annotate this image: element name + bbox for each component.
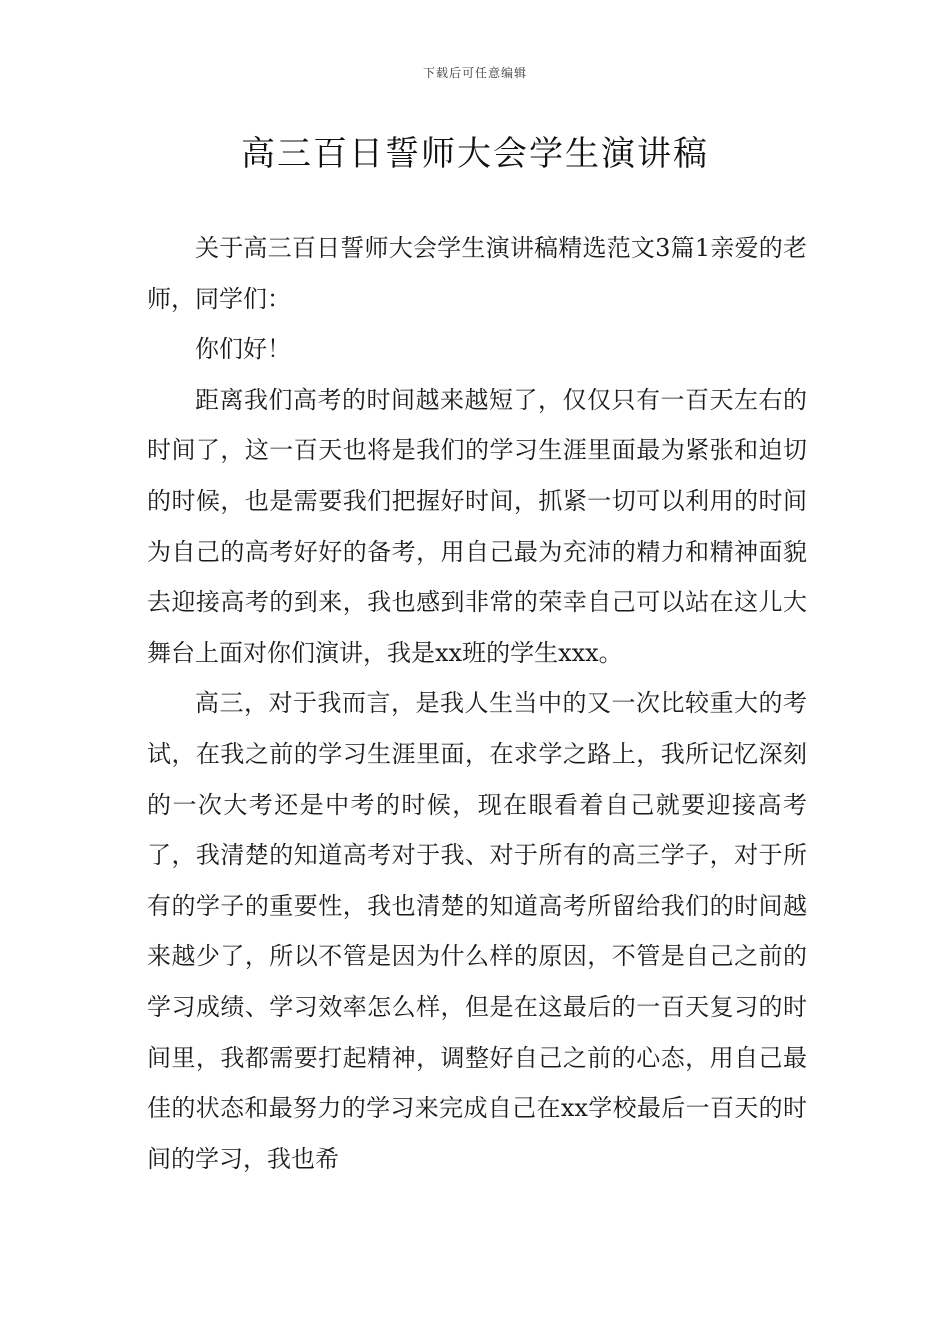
- paragraph: 你们好！: [195, 335, 291, 364]
- paragraph: 距离我们高考的时间越来越短了，仅仅只有一百天左右的时间了，这一百天也将是我们的学习生涯里面最为紧张和迫切的时候，也是需要我们把握好时间，抓紧一切可以利用的时间为自己的高考好好的备考，用自己最为充沛的精力和精神面貌去迎接高考的到来，我也感到非常的荣幸自己可以站在这儿大舞台上面对你们演讲，我是xx班的学生xxx。: [147, 385, 807, 667]
- paragraph: 高三，对于我而言，是我人生当中的又一次比较重大的考试，在我之前的学习生涯里面，在求学之路上，我所记忆深刻的一次大考还是中考的时候，现在眼看着自己就要迎接高考了，我清楚的知道高考对于我、对于所有的高三学子，对于所有的学子的重要性，我也清楚的知道高考所留给我们的时间越来越少了，所以不管是因为什么样的原因，不管是自己之前的学习成绩、学习效率怎么样，但是在这最后的一百天复习的时间里，我都需要打起精神，调整好自己之前的心态，用自己最佳的状态和最努力的学习来完成自己在xx学校最后一百天的时间的学习，我也希: [147, 689, 807, 1173]
- paragraph: 关于高三百日誓师大会学生演讲稿精选范文3篇1亲爱的老师，同学们：: [147, 234, 807, 313]
- header-note: 下载后可任意编辑: [422, 66, 527, 80]
- document-title: 高三百日誓师大会学生演讲稿: [241, 134, 709, 174]
- document-body: [147, 223, 807, 1184]
